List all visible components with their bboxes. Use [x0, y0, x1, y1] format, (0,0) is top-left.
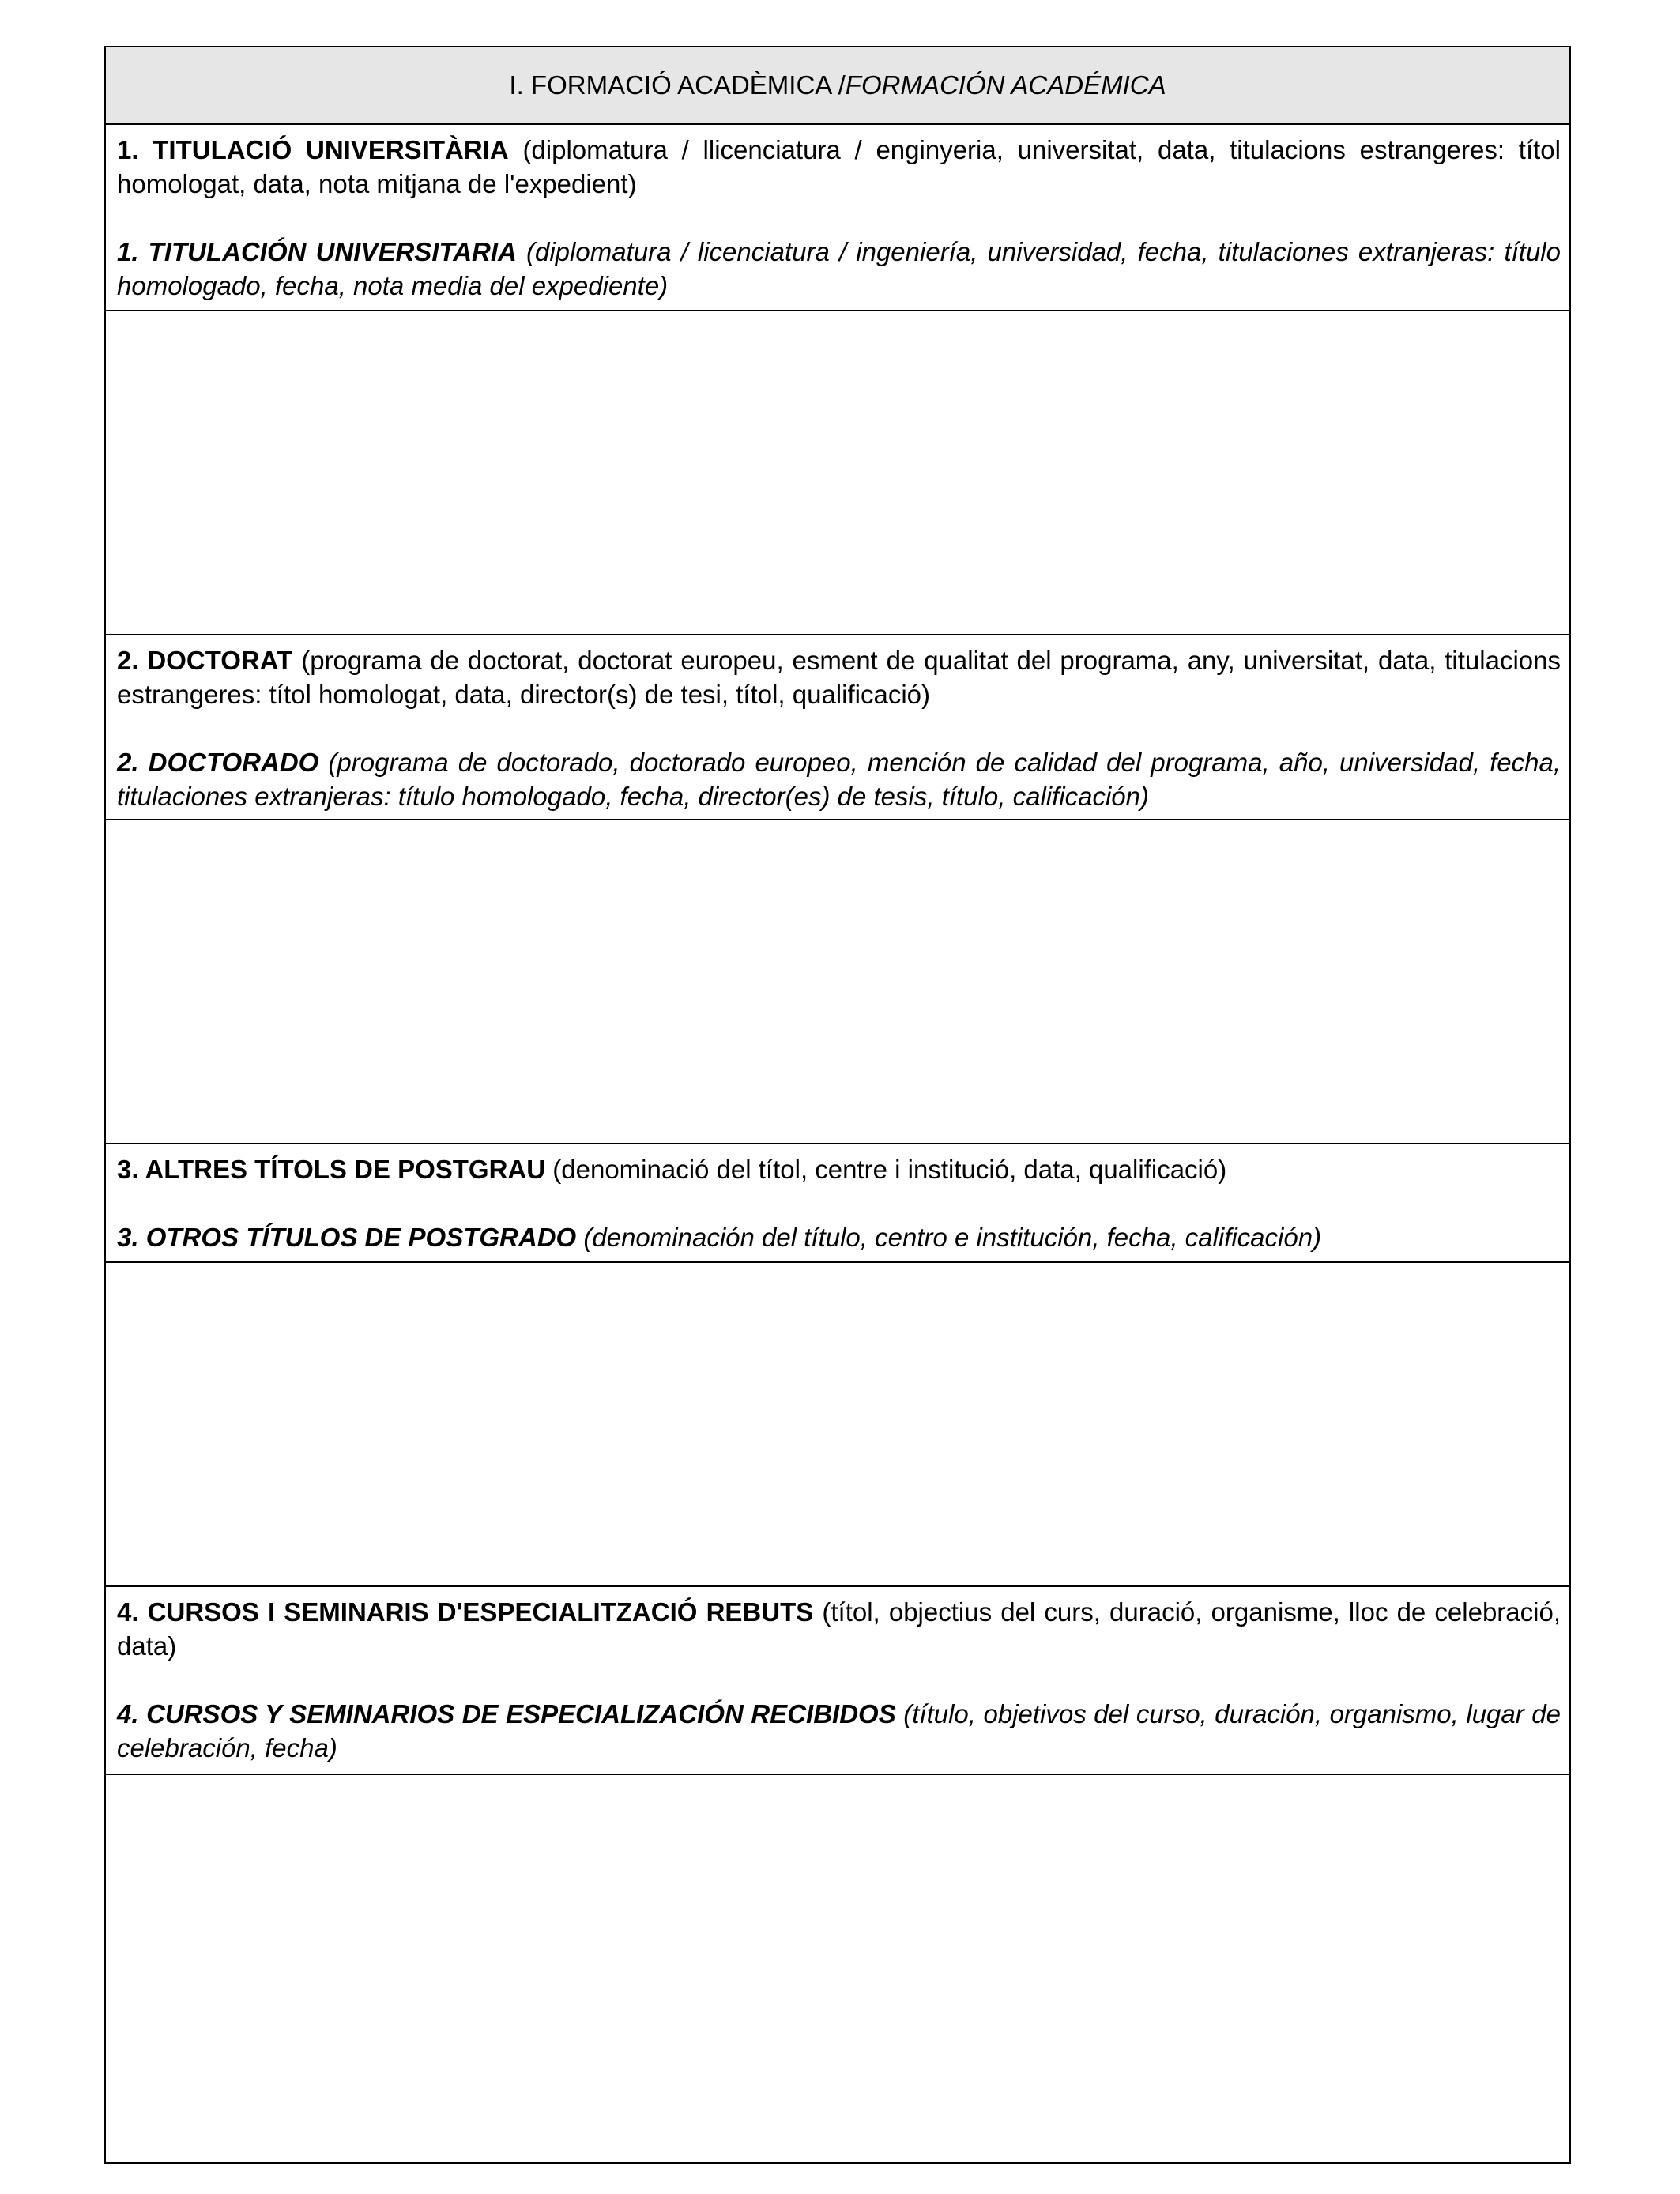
postgraduate-titles-answer-box[interactable]	[106, 1263, 1569, 1587]
university-degree-ca	[117, 133, 1561, 201]
section-header	[106, 47, 1569, 125]
doctorate-label	[106, 635, 1569, 820]
specialization-courses-ca-title: 4. CURSOS I SEMINARIS D'ESPECIALITZACIÓ REBUTS	[117, 1597, 814, 1627]
doctorate-es-desc: (programa de doctorado, doctorado europeo, mención de calidad del programa, año, universidad, fecha, titulaciones extranjeras: título homologado, fecha, director(es) de tesis, título, calificación)	[117, 748, 1561, 811]
postgraduate-titles-label	[106, 1144, 1569, 1263]
doctorate-ca	[117, 643, 1561, 711]
postgraduate-titles-ca	[117, 1152, 1561, 1186]
university-degree-ca-desc: (diplomatura / llicenciatura / enginyeria, universitat, data, titulacions estrangeres: títol homologat, data, nota mitjana de l'expedient)	[117, 135, 1561, 198]
university-degree-es-title: 1. TITULACIÓN UNIVERSITARIA	[117, 237, 517, 266]
university-degree-answer-box[interactable]	[106, 311, 1569, 635]
specialization-courses-label	[106, 1587, 1569, 1775]
doctorate-ca-desc: (programa de doctorat, doctorat europeu, esment de qualitat del programa, any, universitat, data, titulacions estrangeres: títol homologat, data, director(s) de tesi, títol, qualificació)	[117, 646, 1561, 709]
university-degree-es-desc: (diplomatura / licenciatura / ingeniería, universidad, fecha, titulaciones extranjeras: título homologado, fecha, nota media del expediente)	[117, 237, 1561, 300]
specialization-courses-es-desc: (título, objetivos del curso, duración, organismo, lugar de celebración, fecha)	[117, 1699, 1561, 1762]
postgraduate-titles-ca-desc: (denominació del títol, centre i institució, data, qualificació)	[545, 1155, 1227, 1184]
specialization-courses-es-title: 4. CURSOS Y SEMINARIOS DE ESPECIALIZACIÓN RECIBIDOS	[117, 1699, 896, 1728]
doctorate-es-title: 2. DOCTORADO	[117, 748, 319, 777]
postgraduate-titles-ca-title: 3. ALTRES TÍTOLS DE POSTGRAU	[117, 1155, 546, 1184]
specialization-courses-answer-box[interactable]	[106, 1775, 1569, 2162]
postgraduate-titles-es	[117, 1220, 1561, 1254]
doctorate-answer-box[interactable]	[106, 820, 1569, 1144]
doctorate-es	[117, 745, 1561, 813]
university-degree-es	[117, 235, 1561, 303]
university-degree-label	[106, 125, 1569, 311]
postgraduate-titles-es-title: 3. OTROS TÍTULOS DE POSTGRADO	[117, 1223, 577, 1252]
postgraduate-titles-es-desc: (denominación del título, centro e institución, fecha, calificación)	[576, 1223, 1322, 1252]
doctorate-ca-title: 2. DOCTORAT	[117, 646, 293, 675]
specialization-courses-ca	[117, 1595, 1561, 1663]
header-title-es: FORMACIÓN ACADÉMICA	[845, 70, 1166, 100]
academic-training-form	[104, 46, 1571, 2164]
specialization-courses-ca-desc: (títol, objectius del curs, duració, organisme, lloc de celebració, data)	[117, 1597, 1561, 1661]
university-degree-ca-title: 1. TITULACIÓ UNIVERSITÀRIA	[117, 135, 509, 164]
specialization-courses-es	[117, 1697, 1561, 1765]
header-title-ca: I. FORMACIÓ ACADÈMICA /	[509, 70, 846, 100]
